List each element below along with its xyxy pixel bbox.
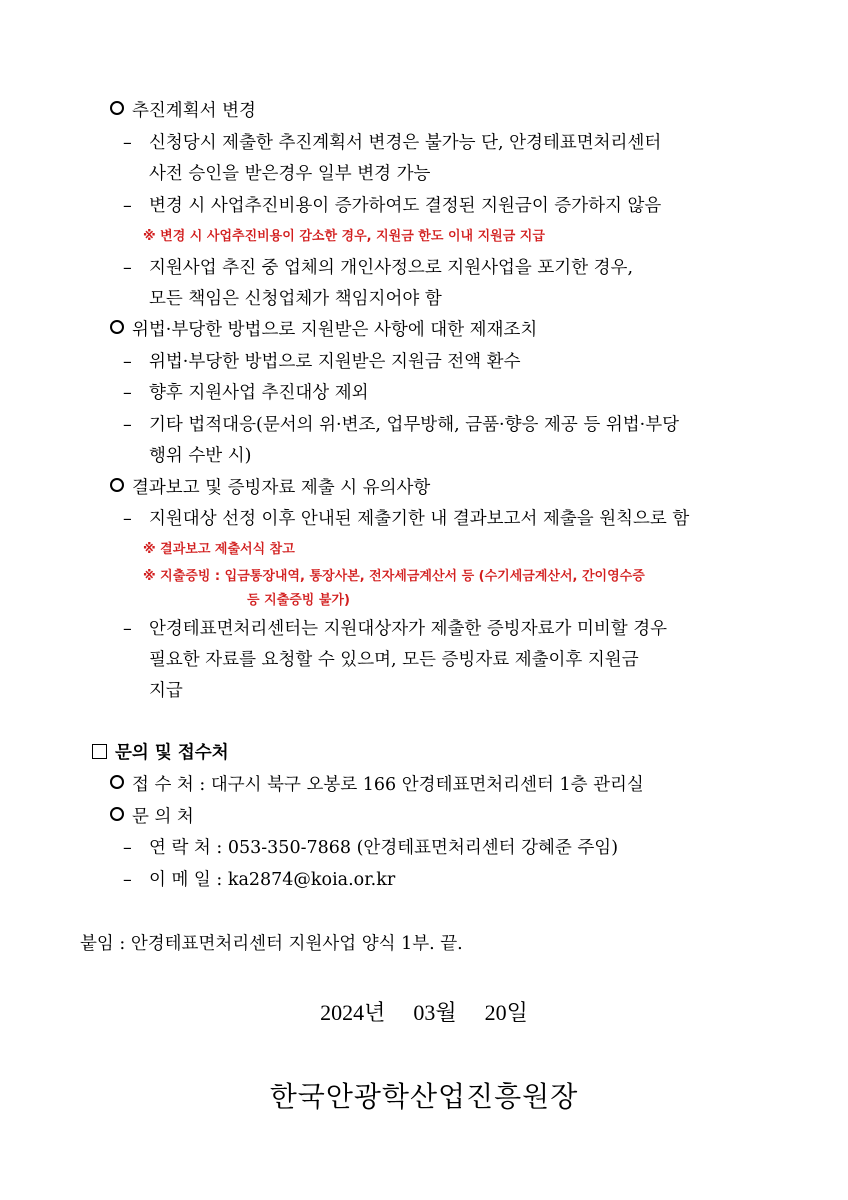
attachment-note: 붙임 : 안경테표면처리센터 지원사업 양식 1부. 끝. (80, 934, 463, 954)
hollow-circle-icon (110, 807, 124, 821)
list-item-continuation: 모든 책임은 신청업체가 책임지어야 함 (149, 289, 442, 309)
list-item: – 위법·부당한 방법으로 지원받은 지원금 전액 환수 (123, 352, 521, 372)
list-item: – 기타 법적대응(문서의 위·변조, 업무방해, 금품·향응 제공 등 위법·부당 (123, 415, 680, 435)
section-plan-change-heading: 추진계획서 변경 (110, 99, 256, 123)
list-item: – 신청당시 제출한 추진계획서 변경은 불가능 단, 안경테표면처리센터 (123, 133, 662, 153)
section-sanctions-heading: 위법·부당한 방법으로 지원받은 사항에 대한 제재조치 (110, 318, 537, 342)
square-bullet-icon (92, 744, 107, 759)
list-item: – 지원대상 선정 이후 안내된 제출기한 내 결과보고서 제출을 원칙으로 함 (123, 509, 690, 529)
signer-name: 한국안광학산업진흥원장 (269, 1080, 579, 1113)
email-link[interactable]: 이 메 일 : ka2874@koia.or.kr (149, 870, 396, 890)
contact-reception: 접 수 처 : 대구시 북구 오봉로 166 안경테표면처리센터 1층 관리실 (110, 773, 644, 797)
hollow-circle-icon (110, 101, 124, 115)
list-item: – 지원사업 추진 중 업체의 개인사정으로 지원사업을 포기한 경우, (123, 258, 634, 278)
list-item: – 변경 시 사업추진비용이 증가하여도 결정된 지원금이 증가하지 않음 (123, 196, 662, 216)
document-date: 2024년 03월 20일 (320, 1000, 528, 1025)
section-report-heading: 결과보고 및 증빙자료 제출 시 유의사항 (110, 476, 430, 500)
contact-inquiry: 문 의 처 (110, 805, 194, 829)
list-item-continuation: 사전 승인을 받은경우 일부 변경 가능 (149, 164, 431, 184)
hollow-circle-icon (110, 478, 124, 492)
contact-heading: 문의 및 접수처 (92, 741, 229, 765)
note-red-continuation: 등 지출증빙 불가) (247, 593, 350, 608)
note-red: ※ 지출증빙 : 입금통장내역, 통장사본, 전자세금계산서 등 (수기세금계산서, 간이영수증 (143, 569, 645, 584)
note-red: ※ 변경 시 사업추진비용이 감소한 경우, 지원금 한도 이내 지원금 지급 (143, 229, 545, 244)
hollow-circle-icon (110, 775, 124, 789)
list-item: – 안경테표면처리센터는 지원대상자가 제출한 증빙자료가 미비할 경우 (123, 619, 668, 639)
note-red: ※ 결과보고 제출서식 참고 (143, 542, 295, 557)
hollow-circle-icon (110, 320, 124, 334)
list-item-continuation: 지급 (149, 681, 183, 701)
list-item-continuation: 필요한 자료를 요청할 수 있으며, 모든 증빙자료 제출이후 지원금 (149, 650, 639, 670)
contact-phone: – 연 락 처 : 053-350-7868 (안경테표면처리센터 강혜준 주임) (123, 838, 619, 858)
list-item: – 향후 지원사업 추진대상 제외 (123, 383, 369, 403)
list-item-continuation: 행위 수반 시) (149, 446, 252, 466)
contact-email: – 이 메 일 : ka2874@koia.or.kr (123, 870, 396, 890)
